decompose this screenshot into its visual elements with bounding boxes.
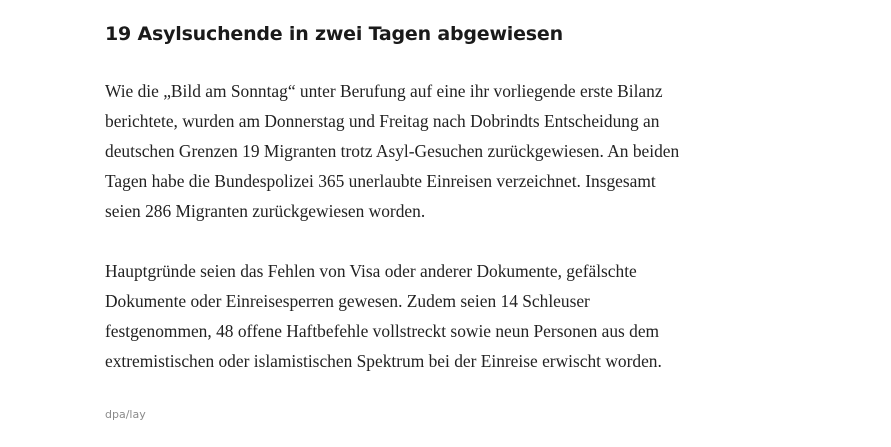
article-paragraph-1 — [105, 76, 725, 226]
paragraph-line: deutschen Grenzen 19 Migranten trotz Asyl-Gesuchen zurückgewiesen. An beiden — [105, 141, 680, 161]
article-headline: 19 Asylsuchende in zwei Tagen abgewiesen — [105, 23, 563, 45]
article-paragraph-2 — [105, 256, 725, 376]
paragraph-line: Hauptgründe seien das Fehlen von Visa oder anderer Dokumente, gefälschte — [105, 261, 637, 281]
paragraph-line: seien 286 Migranten zurückgewiesen worden. — [105, 201, 426, 221]
paragraph-line: Wie die „Bild am Sonntag“ unter Berufung auf eine ihr vorliegende erste Bilanz — [105, 81, 663, 101]
article-credit: dpa/lay — [105, 408, 146, 421]
paragraph-line: extremistischen oder islamistischen Spektrum bei der Einreise erwischt worden. — [105, 351, 662, 371]
paragraph-line: Dokumente oder Einreisesperren gewesen. Zudem seien 14 Schleuser — [105, 291, 590, 311]
paragraph-line: festgenommen, 48 offene Haftbefehle vollstreckt sowie neun Personen aus dem — [105, 321, 660, 341]
paragraph-line: Tagen habe die Bundespolizei 365 unerlaubte Einreisen verzeichnet. Insgesamt — [105, 171, 656, 191]
paragraph-line: berichtete, wurden am Donnerstag und Freitag nach Dobrindts Entscheidung an — [105, 111, 660, 131]
